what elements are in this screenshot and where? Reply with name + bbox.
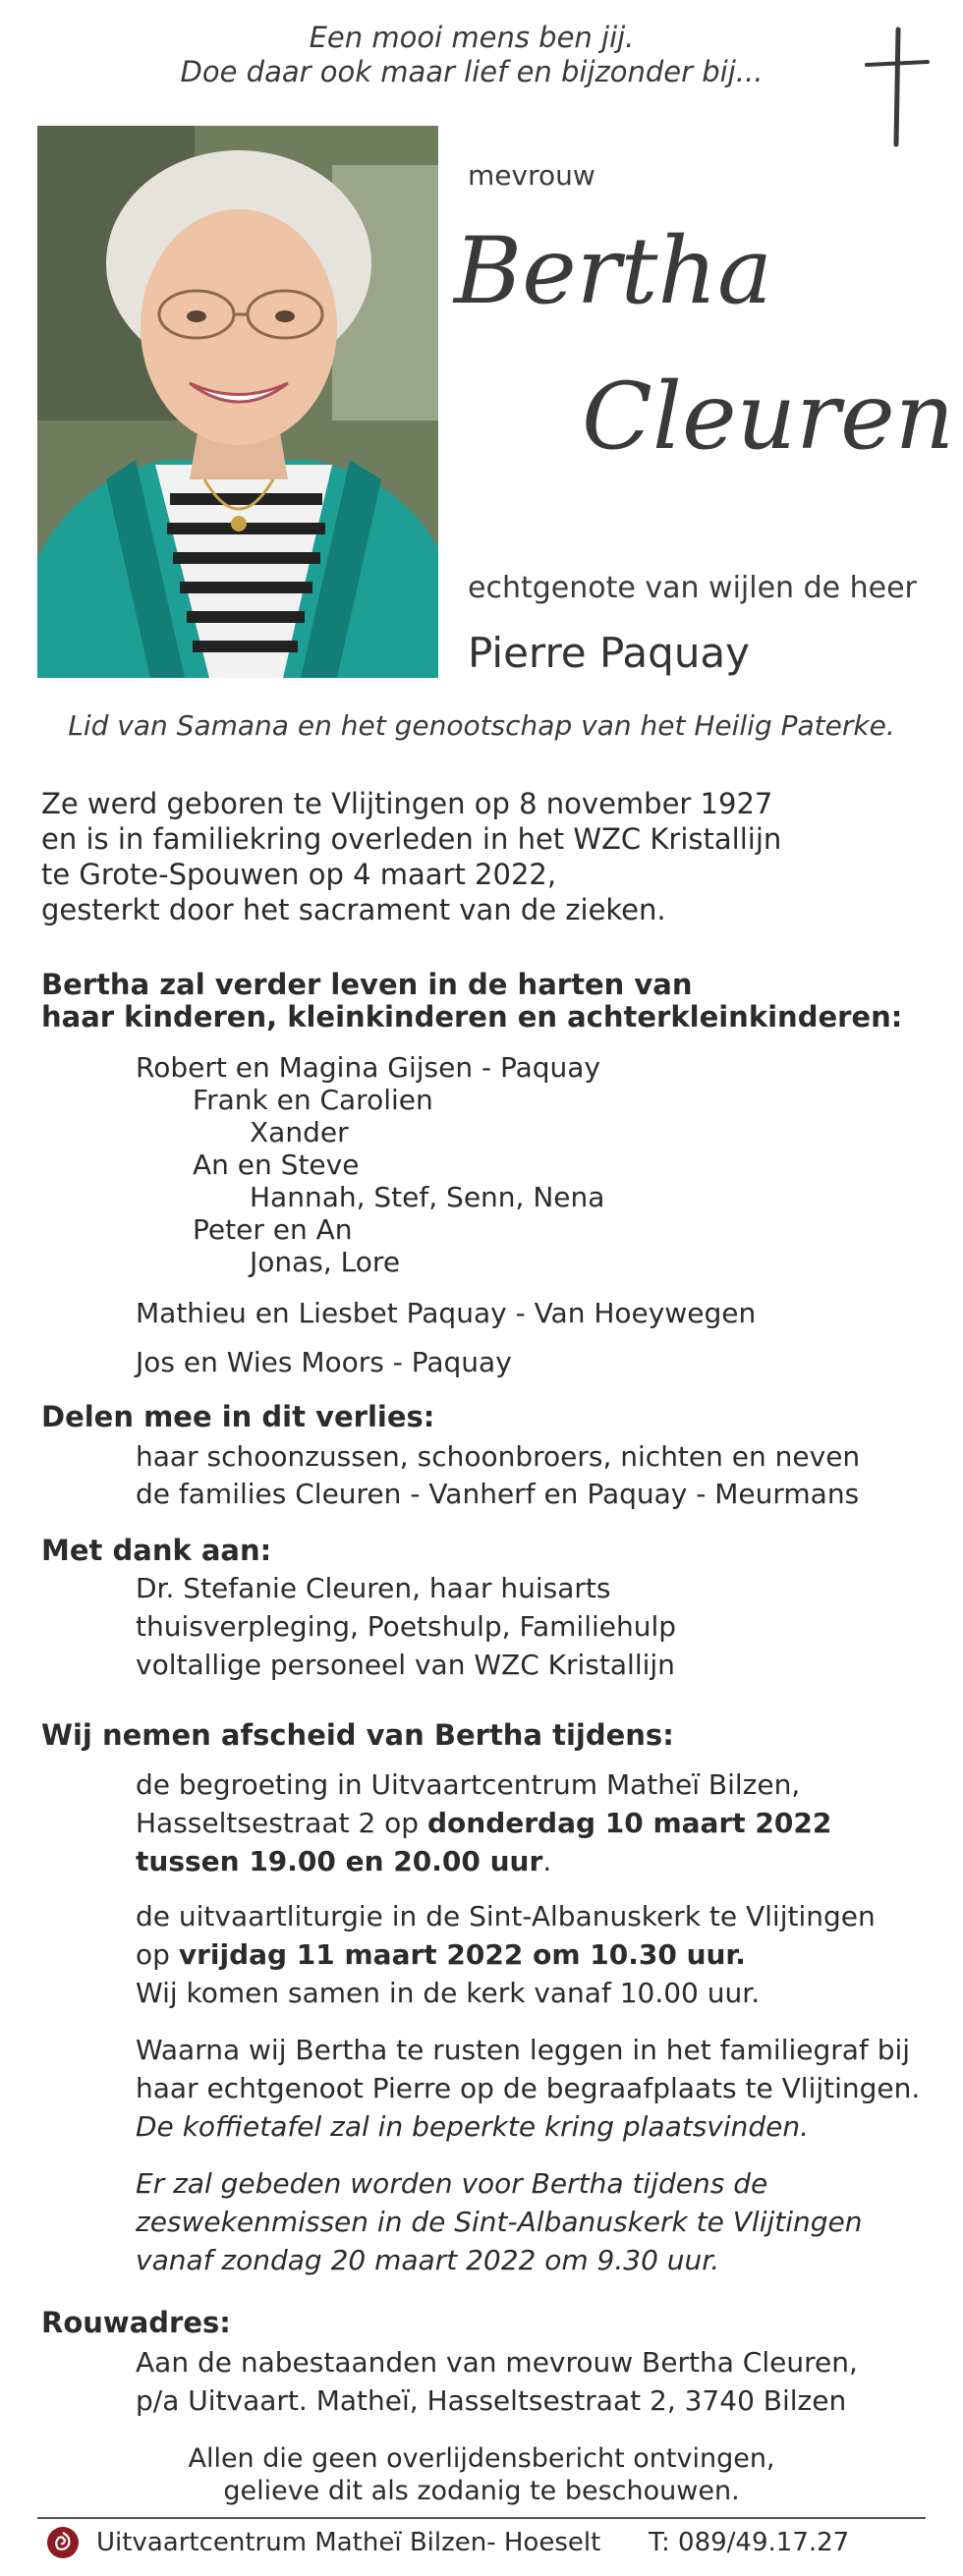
- address-line-2: p/a Uitvaart. Matheï, Hasseltsestraat 2, 3740 Bilzen: [136, 2384, 847, 2417]
- portrait-photo: [37, 126, 438, 678]
- farewell-p3-line-1: Waarna wij Bertha te rusten leggen in het familiegraf bij: [136, 2034, 911, 2066]
- loss-heading: Delen mee in dit verlies:: [41, 1400, 435, 1433]
- family-line: Jos en Wies Moors - Paquay: [136, 1346, 512, 1378]
- farewell-p1-text: Hasseltsestraat 2 op: [136, 1807, 427, 1839]
- loss-line: de families Cleuren - Vanherf en Paquay - Meurmans: [136, 1478, 860, 1510]
- thanks-heading: Met dank aan:: [41, 1534, 272, 1567]
- family-line: Xander: [250, 1116, 349, 1148]
- life-line-3: te Grote-Spouwen op 4 maart 2022,: [41, 858, 557, 891]
- cross-icon: [863, 26, 932, 148]
- first-name: Bertha: [454, 218, 772, 325]
- farewell-p1-time: tussen 19.00 en 20.00 uur: [136, 1845, 543, 1877]
- life-line-2: en is in familiekring overleden in het WZC Kristallijn: [41, 822, 782, 856]
- title-mevrouw: mevrouw: [468, 159, 595, 192]
- address-heading: Rouwadres:: [41, 2306, 231, 2339]
- family-line: Hannah, Stef, Senn, Nena: [250, 1181, 605, 1213]
- thanks-line: voltallige personeel van WZC Kristallijn: [136, 1649, 675, 1681]
- farewell-p4-line-3: vanaf zondag 20 maart 2022 om 9.30 uur.: [136, 2244, 720, 2276]
- motto-line-1: Een mooi mens ben jij.: [309, 21, 635, 54]
- loss-line: haar schoonzussen, schoonbroers, nichten en neven: [136, 1440, 861, 1473]
- family-line: An en Steve: [193, 1148, 360, 1181]
- farewell-p2-text: op: [136, 1938, 179, 1971]
- farewell-p2-line-2: [136, 1938, 746, 1971]
- notice-line-1: Allen die geen overlijdensbericht ontvingen,: [188, 2443, 775, 2474]
- farewell-p3-line-2: haar echtgenoot Pierre op de begraafplaats te Vlijtingen.: [136, 2072, 921, 2104]
- family-heading-1: Bertha zal verder leven in de harten van: [41, 968, 693, 1001]
- farewell-p1-line-3: [136, 1845, 551, 1877]
- life-line-1: Ze werd geboren te Vlijtingen op 8 november 1927: [41, 787, 773, 820]
- family-line: Peter en An: [193, 1213, 353, 1246]
- farewell-p1-line-2: [136, 1807, 831, 1839]
- family-line: Mathieu en Liesbet Paquay - Van Hoeywegen: [136, 1297, 757, 1329]
- address-line-1: Aan de nabestaanden van mevrouw Bertha Cleuren,: [136, 2346, 858, 2379]
- thanks-line: Dr. Stefanie Cleuren, haar huisarts: [136, 1572, 611, 1604]
- family-line: Robert en Magina Gijsen - Paquay: [136, 1051, 601, 1084]
- farewell-p1-line-1: de begroeting in Uitvaartcentrum Matheï Bilzen,: [136, 1768, 801, 1801]
- footer-divider: [37, 2517, 926, 2519]
- spouse-name: Pierre Paquay: [468, 629, 751, 677]
- thanks-line: thuisverpleging, Poetshulp, Familiehulp: [136, 1610, 677, 1643]
- farewell-p2-date: vrijdag 11 maart 2022 om 10.30 uur.: [178, 1938, 746, 1971]
- farewell-p1-date: donderdag 10 maart 2022: [426, 1807, 832, 1839]
- motto-line-2: Doe daar ook maar lief en bijzonder bij...: [180, 55, 764, 88]
- life-line-4: gesterkt door het sacrament van de zieken.: [41, 893, 666, 926]
- family-heading-2: haar kinderen, kleinkinderen en achterkleinkinderen:: [41, 1000, 903, 1034]
- farewell-p1-period: .: [542, 1845, 552, 1877]
- farewell-p3-line-3: De koffietafel zal in beperkte kring plaatsvinden.: [136, 2110, 810, 2143]
- membership-line: Lid van Samana en het genootschap van het Heilig Paterke.: [68, 709, 895, 742]
- notice-line-2: gelieve dit als zodanig te beschouwen.: [223, 2476, 740, 2506]
- last-name: Cleuren: [582, 364, 955, 471]
- footer-company: Uitvaartcentrum Matheï Bilzen- Hoeselt: [96, 2528, 601, 2557]
- rose-logo-icon: [45, 2525, 81, 2560]
- family-line: Frank en Carolien: [193, 1084, 433, 1116]
- farewell-p4-line-1: Er zal gebeden worden voor Bertha tijdens de: [136, 2167, 768, 2200]
- farewell-p2-line-3: Wij komen samen in de kerk vanaf 10.00 uur.: [136, 1977, 761, 2009]
- farewell-p4-line-2: zeswekenmissen in de Sint-Albanuskerk te Vlijtingen: [136, 2206, 863, 2238]
- farewell-heading: Wij nemen afscheid van Bertha tijdens:: [41, 1718, 674, 1752]
- footer-phone: T: 089/49.17.27: [649, 2528, 850, 2557]
- farewell-p2-line-1: de uitvaartliturgie in de Sint-Albanuskerk te Vlijtingen: [136, 1900, 876, 1932]
- family-line: Jonas, Lore: [250, 1246, 401, 1278]
- spouse-label: echtgenote van wijlen de heer: [468, 571, 917, 605]
